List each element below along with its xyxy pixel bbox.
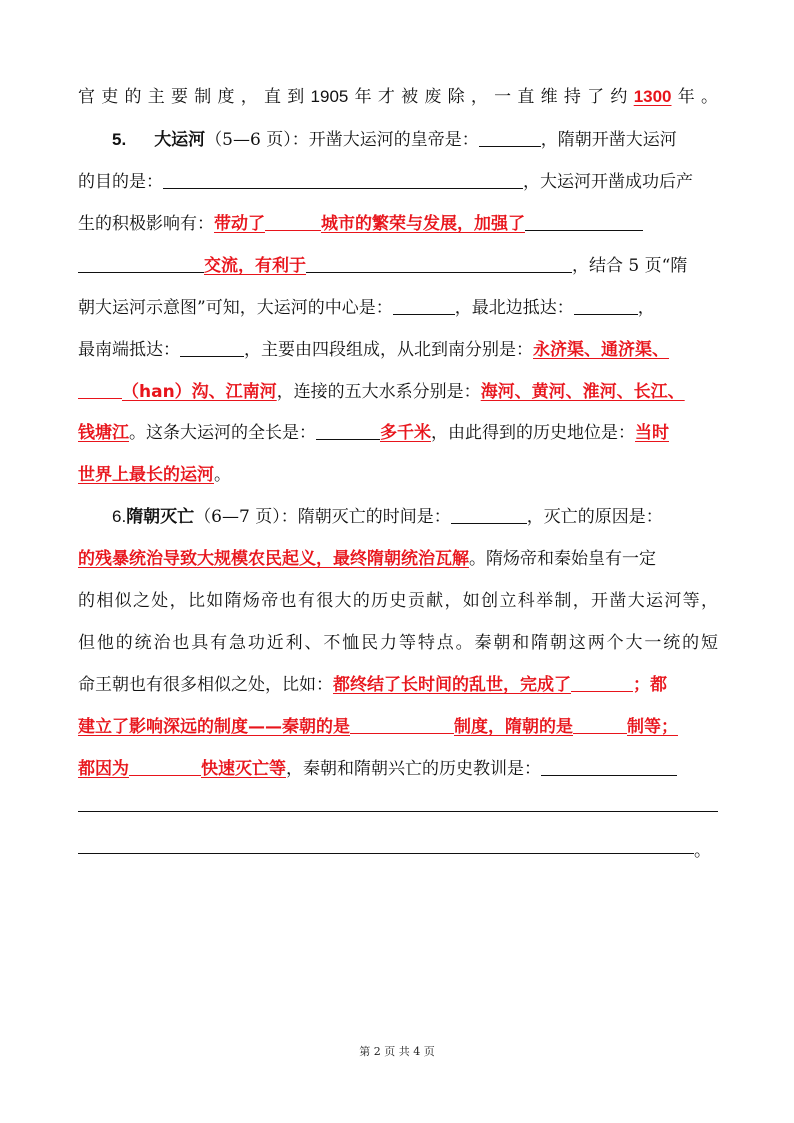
text-line-12 <box>78 544 718 574</box>
answer-text: 带动了 <box>214 214 265 234</box>
blank-field[interactable] <box>451 505 527 524</box>
blank-field[interactable] <box>525 212 643 231</box>
blank-field[interactable] <box>571 673 633 692</box>
text-segment: ，大运河开凿成功后产 <box>523 172 693 192</box>
text-segment: ，主要由四段组成，从北到南分别是： <box>244 340 533 360</box>
blank-field[interactable] <box>574 296 638 315</box>
text-line-6 <box>78 293 718 323</box>
text-segment: ，秦朝和隋朝兴亡的历史教训是： <box>286 759 541 779</box>
blank-field[interactable] <box>129 757 201 776</box>
text-line-16 <box>78 712 718 742</box>
answer-text: 永济渠、通济渠、 <box>533 340 669 360</box>
text-segment: 。隋炀帝和秦始皇有一定 <box>469 549 656 569</box>
blank-field[interactable] <box>306 254 572 273</box>
text-segment: ，连接的五大水系分别是： <box>276 382 481 402</box>
blank-field[interactable] <box>573 715 627 734</box>
text-segment: 年才被废除，一直维持了约 <box>348 87 634 107</box>
text-segment: 命王朝也有很多相似之处，比如： <box>78 675 333 695</box>
blank-field[interactable] <box>541 757 677 776</box>
answer-text: 海河、黄河、淮河、长江、 <box>480 382 685 402</box>
answer-text: 都因为 <box>78 759 129 779</box>
answer-text: 城市的繁荣与发展，加强了 <box>321 214 525 234</box>
text-segment: 最南端抵达： <box>78 340 180 360</box>
blank-field[interactable] <box>163 170 523 189</box>
answer-text: 的残暴统治导致大规模农民起义，最终隋朝统治瓦解 <box>78 549 469 569</box>
text-line-2 <box>78 125 718 155</box>
text-line-14 <box>78 628 718 658</box>
text-segment: 。 <box>694 841 711 861</box>
blank-field[interactable] <box>350 715 454 734</box>
item-number-6: 6. <box>112 507 127 526</box>
text-segment: 。 <box>214 465 231 485</box>
text-segment: ，隋朝开凿大运河 <box>540 130 677 150</box>
blank-field[interactable] <box>479 128 541 147</box>
text-segment: ， <box>637 298 655 318</box>
blank-field[interactable] <box>393 296 455 315</box>
item-number-5: 5. <box>112 130 127 149</box>
text-segment: 官吏的主要制度，直到 <box>78 87 311 107</box>
answer-text: 世界上最长的运河 <box>78 465 214 485</box>
answer-text: 建立了影响深远的制度——秦朝的是 <box>78 717 350 737</box>
answer-text: 制等； <box>627 717 678 737</box>
blank-field[interactable] <box>78 380 122 399</box>
text-segment: 。这条大运河的全长是： <box>129 423 316 443</box>
answer-text: ；都 <box>633 675 667 695</box>
text-line-7 <box>78 335 718 365</box>
text-segment: 生的积极影响有： <box>78 214 214 234</box>
text-line-8 <box>78 377 718 407</box>
text-line-11 <box>78 502 718 532</box>
year-1905: 1905 <box>310 87 349 106</box>
answer-rule-line[interactable] <box>78 811 718 812</box>
text-segment: 朝大运河示意图”可知，大运河的中心是： <box>78 298 393 318</box>
text-segment: ，最北边抵达： <box>454 298 574 318</box>
blank-field[interactable] <box>180 338 244 357</box>
answer-text: （han）沟、江南河 <box>122 382 277 402</box>
text-line-4 <box>78 209 718 239</box>
answer-rule-line[interactable] <box>78 853 694 854</box>
text-segment: ，灭亡的原因是： <box>526 507 663 527</box>
text-line-19 <box>694 836 718 866</box>
blank-field[interactable] <box>78 254 204 273</box>
text-line-5 <box>78 251 718 281</box>
answer-1300: 1300 <box>633 87 672 106</box>
item-title-grand-canal: 大运河 <box>154 130 206 150</box>
text-segment: （5—6 页）：开凿大运河的皇帝是： <box>205 130 479 150</box>
page-footer: 第 2 页 共 4 页 <box>359 1045 435 1058</box>
answer-text: 都终结了长时间的乱世，完成了 <box>333 675 571 695</box>
text-line-10 <box>78 460 718 490</box>
answer-text: 钱塘江 <box>78 423 129 443</box>
item-title-sui-fall: 隋朝灭亡 <box>126 507 195 527</box>
text-line-13 <box>78 586 718 616</box>
text-segment: 但他的统治也具有急功近利、不恤民力等特点。秦朝和隋朝这两个大一统的短 <box>78 633 718 653</box>
text-segment: 年。 <box>671 87 718 107</box>
text-line-15 <box>78 670 718 700</box>
answer-text: 快速灭亡等 <box>201 759 286 779</box>
answer-text: 交流，有利于 <box>204 256 306 276</box>
blank-field[interactable] <box>316 421 380 440</box>
text-segment: 的相似之处，比如隋炀帝也有很大的历史贡献，如创立科举制，开凿大运河等， <box>78 591 718 611</box>
text-segment: ，由此得到的历史地位是： <box>431 423 635 443</box>
text-line-1 <box>78 82 718 112</box>
text-segment: ，结合 5 页“隋 <box>572 256 688 276</box>
text-line-9 <box>78 418 718 448</box>
blank-field[interactable] <box>265 212 321 231</box>
answer-text: 多千米 <box>380 423 431 443</box>
text-segment: 的目的是： <box>78 172 163 192</box>
answer-text: 制度，隋朝的是 <box>454 717 573 737</box>
answer-text: 当时 <box>635 423 669 443</box>
text-line-3 <box>78 167 718 197</box>
text-line-17 <box>78 754 718 784</box>
text-segment: （6—7 页）：隋朝灭亡的时间是： <box>194 507 451 527</box>
